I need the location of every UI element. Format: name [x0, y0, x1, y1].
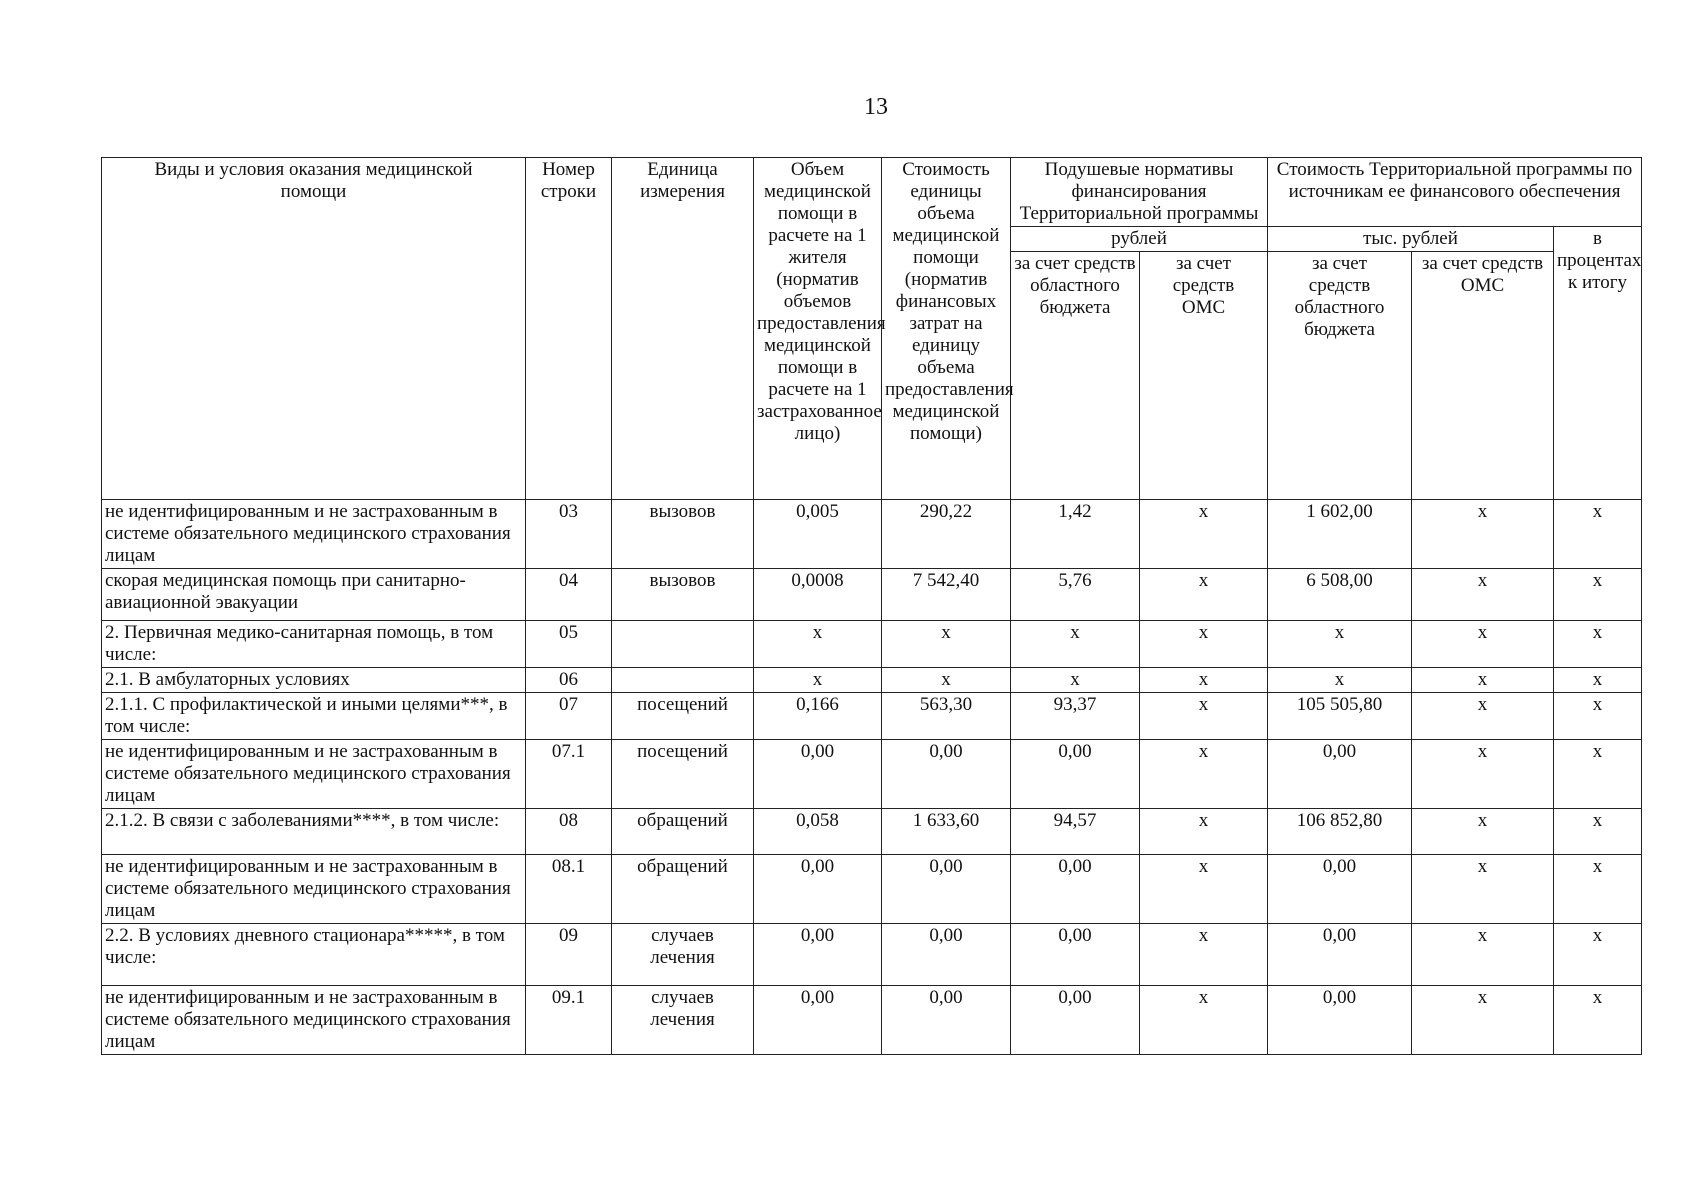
header-row-number: Номер строки — [526, 158, 612, 500]
row-volume: 0,058 — [754, 809, 882, 855]
row-volume: 0,00 — [754, 986, 882, 1055]
page-number: 13 — [864, 94, 888, 120]
row-cost: х — [882, 668, 1011, 693]
row-cost-regional: 6 508,00 — [1268, 569, 1412, 621]
row-norm-oms: х — [1140, 809, 1268, 855]
table-row — [102, 668, 1642, 693]
row-norm-oms: х — [1140, 924, 1268, 986]
row-norm-oms: х — [1140, 569, 1268, 621]
row-unit: обращений — [612, 855, 754, 924]
row-percent: х — [1554, 809, 1642, 855]
row-norm-regional: 94,57 — [1011, 809, 1140, 855]
row-unit — [612, 621, 754, 668]
row-volume: 0,0008 — [754, 569, 882, 621]
row-percent: х — [1554, 740, 1642, 809]
row-norm-oms: х — [1140, 855, 1268, 924]
header-unit: Единица измерения — [612, 158, 754, 500]
row-norm-oms: х — [1140, 740, 1268, 809]
table-row — [102, 500, 1642, 569]
row-norm-regional: х — [1011, 621, 1140, 668]
row-volume: 0,005 — [754, 500, 882, 569]
row-percent: х — [1554, 668, 1642, 693]
row-volume: х — [754, 621, 882, 668]
row-percent: х — [1554, 569, 1642, 621]
row-cost-oms: х — [1412, 668, 1554, 693]
header-percent-top: в — [1593, 228, 1603, 249]
row-norm-regional: 0,00 — [1011, 740, 1140, 809]
row-name: скорая медицинская помощь при санитарно-авиационной эвакуации — [102, 569, 526, 621]
row-unit: случаев лечения — [612, 924, 754, 986]
header-row-1 — [102, 158, 1642, 227]
row-cost: 7 542,40 — [882, 569, 1011, 621]
row-cost-oms: х — [1412, 809, 1554, 855]
row-cost-regional: 106 852,80 — [1268, 809, 1412, 855]
row-number: 09 — [526, 924, 612, 986]
row-norm-oms: х — [1140, 986, 1268, 1055]
row-norm-regional: 0,00 — [1011, 924, 1140, 986]
row-number: 09.1 — [526, 986, 612, 1055]
row-cost: 563,30 — [882, 693, 1011, 740]
table-row — [102, 809, 1642, 855]
row-number: 08.1 — [526, 855, 612, 924]
table-row — [102, 693, 1642, 740]
row-cost-oms: х — [1412, 740, 1554, 809]
row-percent: х — [1554, 924, 1642, 986]
row-cost: 1 633,60 — [882, 809, 1011, 855]
row-cost-oms: х — [1412, 855, 1554, 924]
table-row — [102, 924, 1642, 986]
row-cost-oms: х — [1412, 986, 1554, 1055]
header-thousand-rubles: тыс. рублей — [1268, 227, 1554, 252]
row-number: 06 — [526, 668, 612, 693]
financing-table — [101, 157, 1642, 1055]
row-unit: случаев лечения — [612, 986, 754, 1055]
row-number: 03 — [526, 500, 612, 569]
row-number: 08 — [526, 809, 612, 855]
header-unit-cost: Стоимость единицы объема медицинской помощи (норматив финансовых затрат на единицу объема предоставления медицинской помощи) — [882, 158, 1011, 500]
row-number: 07.1 — [526, 740, 612, 809]
row-norm-regional: х — [1011, 668, 1140, 693]
header-volume: Объем медицинской помощи в расчете на 1 жителя (норматив объемов предоставления медицинской помощи в расчете на 1 застрахованное лицо) — [754, 158, 882, 500]
table-row — [102, 986, 1642, 1055]
row-volume: 0,00 — [754, 924, 882, 986]
row-cost: 290,22 — [882, 500, 1011, 569]
row-name: не идентифицированным и не застрахованным в системе обязательного медицинского страхования лицам — [102, 986, 526, 1055]
row-unit: вызовов — [612, 500, 754, 569]
row-cost-regional: х — [1268, 621, 1412, 668]
row-cost-oms: х — [1412, 621, 1554, 668]
header-cost-regional: за счет средств областного бюджета — [1268, 252, 1412, 500]
row-volume: 0,00 — [754, 740, 882, 809]
header-per-capita-norms: Подушевые нормативы финансирования Территориальной программы — [1011, 158, 1268, 227]
header-norm-regional: за счет средств областного бюджета — [1011, 252, 1140, 500]
row-norm-oms: х — [1140, 500, 1268, 569]
row-norm-regional: 1,42 — [1011, 500, 1140, 569]
header-norm-oms: за счет средств ОМС — [1140, 252, 1268, 500]
row-percent: х — [1554, 986, 1642, 1055]
row-cost: 0,00 — [882, 924, 1011, 986]
header-cost-oms: за счет средств ОМС — [1412, 252, 1554, 500]
table-row — [102, 569, 1642, 621]
row-unit: посещений — [612, 693, 754, 740]
row-unit: посещений — [612, 740, 754, 809]
row-cost-regional: 0,00 — [1268, 740, 1412, 809]
row-norm-oms: х — [1140, 668, 1268, 693]
table-body — [102, 500, 1642, 1055]
row-cost: 0,00 — [882, 986, 1011, 1055]
row-cost: 0,00 — [882, 855, 1011, 924]
row-volume: 0,00 — [754, 855, 882, 924]
row-cost-regional: х — [1268, 668, 1412, 693]
row-cost-oms: х — [1412, 569, 1554, 621]
row-number: 04 — [526, 569, 612, 621]
row-norm-regional: 0,00 — [1011, 986, 1140, 1055]
row-cost-oms: х — [1412, 500, 1554, 569]
row-cost-oms: х — [1412, 924, 1554, 986]
row-name: 2.1. В амбулаторных условиях — [102, 668, 526, 693]
row-cost-regional: 0,00 — [1268, 855, 1412, 924]
row-number: 05 — [526, 621, 612, 668]
row-percent: х — [1554, 855, 1642, 924]
row-name: 2. Первичная медико-санитарная помощь, в том числе: — [102, 621, 526, 668]
row-cost: 0,00 — [882, 740, 1011, 809]
row-volume: 0,166 — [754, 693, 882, 740]
row-cost-oms: х — [1412, 693, 1554, 740]
row-name: не идентифицированным и не застрахованным в системе обязательного медицинского страхования лицам — [102, 855, 526, 924]
row-volume: х — [754, 668, 882, 693]
row-percent: х — [1554, 693, 1642, 740]
row-norm-regional: 0,00 — [1011, 855, 1140, 924]
row-name: 2.1.1. С профилактической и иными целями***, в том числе: — [102, 693, 526, 740]
row-norm-regional: 93,37 — [1011, 693, 1140, 740]
row-cost: х — [882, 621, 1011, 668]
row-name: не идентифицированным и не застрахованным в системе обязательного медицинского страхования лицам — [102, 740, 526, 809]
row-cost-regional: 0,00 — [1268, 924, 1412, 986]
row-cost-regional: 105 505,80 — [1268, 693, 1412, 740]
row-cost-regional: 0,00 — [1268, 986, 1412, 1055]
header-rubles: рублей — [1011, 227, 1268, 252]
header-kind: Виды и условия оказания медицинской помощи — [102, 158, 526, 500]
header-percent — [1554, 227, 1642, 500]
row-unit: обращений — [612, 809, 754, 855]
row-unit: вызовов — [612, 569, 754, 621]
row-name: не идентифицированным и не застрахованным в системе обязательного медицинского страхования лицам — [102, 500, 526, 569]
row-name: 2.1.2. В связи с заболеваниями****, в том числе: — [102, 809, 526, 855]
row-cost-regional: 1 602,00 — [1268, 500, 1412, 569]
table-row — [102, 855, 1642, 924]
header-percent-text: процентах к итогу — [1557, 250, 1642, 293]
row-norm-oms: х — [1140, 693, 1268, 740]
table-header — [102, 158, 1642, 500]
row-norm-oms: х — [1140, 621, 1268, 668]
row-norm-regional: 5,76 — [1011, 569, 1140, 621]
header-program-cost: Стоимость Территориальной программы по источникам ее финансового обеспечения — [1268, 158, 1642, 227]
row-percent: х — [1554, 500, 1642, 569]
row-name: 2.2. В условиях дневного стационара*****, в том числе: — [102, 924, 526, 986]
table-row — [102, 740, 1642, 809]
row-unit — [612, 668, 754, 693]
row-percent: х — [1554, 621, 1642, 668]
table-row — [102, 621, 1642, 668]
row-number: 07 — [526, 693, 612, 740]
